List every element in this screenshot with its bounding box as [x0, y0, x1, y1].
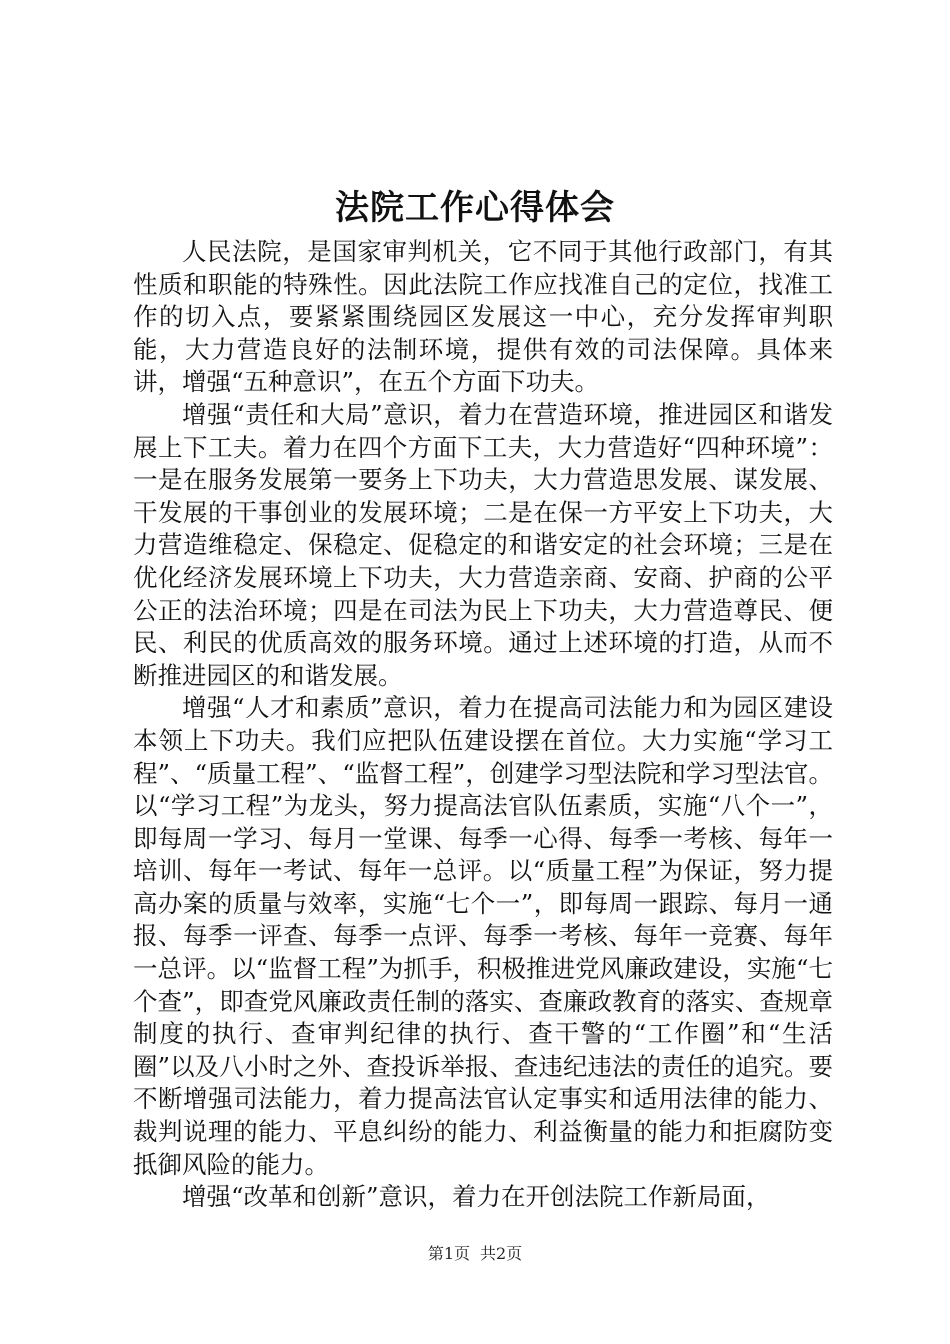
- paragraph-talent: 增强“人才和素质”意识，着力在提高司法能力和为园区建设本领上下功夫。我们应把队伍建设摆在首位。大力实施“学习工程”、“质量工程”、“监督工程”，创建学习型法院和学习型法官。以“学习工程”为龙头，努力提高法官队伍素质，实施“八个一”，即每周一学习、每月一堂课、每季一心得、每季一考核、每年一培训、每年一考试、每年一总评。以“质量工程”为保证，努力提高办案的质量与效率，实施“七个一”，即每周一跟踪、每月一通报、每季一评查、每季一点评、每季一考核、每年一竞赛、每年一总评。以“监督工程”为抓手，积极推进党风廉政建设，实施“七个查”，即查党风廉政责任制的落实、查廉政教育的落实、查规章制度的执行、查审判纪律的执行、查干警的“工作圈”和“生活圈”以及八小时之外、查投诉举报、查违纪违法的责任的追究。要不断增强司法能力，着力提高法官认定事实和适用法律的能力、裁判说理的能力、平息纠纷的能力、利益衡量的能力和拒腐防变抵御风险的能力。: [133, 693, 833, 1179]
- paragraph-intro: 人民法院，是国家审判机关，它不同于其他行政部门，有其性质和职能的特殊性。因此法院工作应找准自己的定位，找准工作的切入点，要紧紧围绕园区发展这一中心，充分发挥审判职能，大力营造良好的法制环境，提供有效的司法保障。具体来讲，增强“五种意识”，在五个方面下功夫。: [133, 237, 833, 397]
- page-footer: [0, 1243, 950, 1265]
- paragraph-reform: 增强“改革和创新”意识，着力在开创法院工作新局面，: [182, 1182, 771, 1212]
- page-number: 第1页: [427, 1244, 470, 1263]
- paragraph-responsibility: 增强“责任和大局”意识，着力在营造环境，推进园区和谐发展上下工夫。着力在四个方面下工夫，大力营造好“四种环境”：一是在服务发展第一要务上下功夫，大力营造思发展、谋发展、干发展的干事创业的发展环境；二是在保一方平安上下功夫，大力营造维稳定、保稳定、促稳定的和谐安定的社会环境；三是在优化经济发展环境上下功夫，大力营造亲商、安商、护商的公平公正的法治环境；四是在司法为民上下功夫，大力营造尊民、便民、利民的优质高效的服务环境。通过上述环境的打造，从而不断推进园区的和谐发展。: [133, 399, 833, 690]
- document-body: [133, 236, 833, 1214]
- document-title: 法院工作心得体会: [335, 188, 615, 228]
- page-total: 共2页: [480, 1244, 523, 1263]
